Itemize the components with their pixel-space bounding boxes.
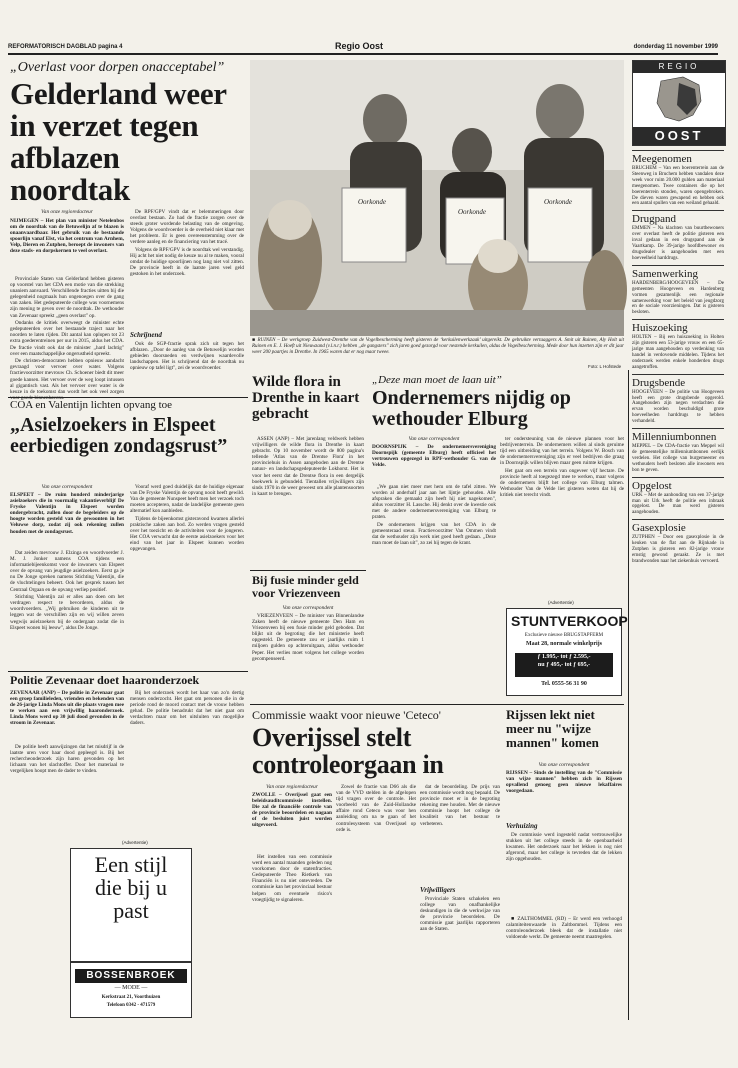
main-col2c: Ook de SGP-fractie sprak zich uit tegen het afblazen. ,,Door de aanleg van de Betuwelijn worden gebieden doorsneden en verdwijnen waardevolle landschappen. Het is schrijnend dat de noordtak nu opnieuw op tafel ligt", zei de woordvoerder. — [130, 341, 244, 372]
coa-col1-p1: Dat zeiden mevrouw J. Elzinga en woordvoerder J. M. J. Jonker namens COA tijdens een informatiebijeenkomst voor de inwoners van Elspeet over de opvang van jeugdige asielzoekers. Eerst ga je nu De Jonge spreken namens Stichting Valentijn, die de vluchtelingen beheert. Ook het gesprek tussen het Centraal Orgaan en de opvang verliep positief. — [10, 550, 124, 593]
ad-bossenbroek — [70, 848, 192, 962]
controle-col3b-p: Provinciale Staten schakelen een college van onafhankelijke deskundigen in die de werkwijze van de provincie beoordelen. De commissie gaat jaarlijks rapporteren aan de Staten. — [420, 896, 500, 933]
rijssen-headline: Rijssen lekt niet meer nu "wijze mannen" komen — [506, 707, 599, 750]
main-col2c-block — [130, 341, 244, 395]
controle-rule — [250, 704, 624, 705]
sidebar-item — [632, 265, 724, 316]
sidebar-item — [632, 374, 724, 425]
sidebar-item-text: MEPPEL – De CDA-fractie van Meppel wil de gemeentelijke millenniumbonnen eerlijk verdelen. Het college van burgemeester en wethouders heeft besloten alle inwoners een bon te geven. — [632, 444, 724, 473]
ad-address: Kerkstraat 21, Voorthuizen — [101, 995, 161, 1000]
sidebar-item-text: HOLTEN – Bij een huiszoeking in Holten zijn gisteren een 53-jarige vrouw en een 65-jarige man aangehouden op verdenking van handel in verdovende middelen. Tijdens het onderzoek werden enkele honderden drugs aangetroffen. — [632, 335, 724, 370]
header-section: Regio Oost — [335, 41, 384, 51]
zevenaar-col1-p: De politie heeft aanwijzingen dat het misdrijf in de laatste uren voor haar dood gepleegd is. Bij het rechercheonderzoek zijn haren gevonden op het lichaam van het slachtoffer. Door het materiaal te vergelijken hoopt men de dader te vinden. — [10, 744, 124, 775]
coa-headline: „Asielzoekers in Elspeet eerbiedigen zondagsrust” — [10, 414, 228, 457]
zevenaar-col2 — [130, 690, 244, 830]
header-left: REFORMATORISCH DAGBLAD pagina 4 — [8, 44, 123, 50]
controle-col1 — [252, 854, 332, 1020]
rijssen-text: De commissie werd ingesteld nadat vertrouwelijke stukken uit het college steeds in de openbaarheid kwamen. Het onderzoek naar het lekken is nog niet afgerond, maar het college is tevreden dat de lekken zijn opgehouden. — [506, 832, 622, 863]
photo-label-3: Oorkonde — [544, 198, 572, 206]
controle-col3 — [420, 784, 500, 884]
main-col1-p3: De christen-democraten hebben opnieuw aandacht gevraagd voor vervoer over water. Volgens fractievoorzitter mevrouw Ch. Schoener biedt dit meer goede kansen. Het vervoer over de weg loopt intussen al gigantisch vast. Als het vervoer over water is de keuze in de toekomst dan wordt het ook veel zorgen — [10, 358, 124, 395]
main-col1-p2: Ondanks de kritiek overweegt de minister echte gedeputeerden over het bestaande traject naar het noorden te laten rijden. Dit aantal kan oplopen tot 23 extra goederentreinen per uur in 2015, aldus het CDA. De fractie vindt ook dat de minister ,,hard lachtig" over een maatschappelijke ongerustheid spreekt. — [10, 320, 124, 357]
zevenaar-col2-p: Bij het onderzoek wordt het haar van zo'n dertig mensen onderzocht. Het gaat om personen die in de periode rond de moord contact met de vrouw hebben gehad. De politie benadrukt dat het niet gaat om verdachten maar om het uitsluiten van mogelijke daders. — [130, 690, 244, 727]
stunt-now: nu ƒ 495,- tot ƒ 695,- — [537, 662, 591, 668]
main-col1 — [10, 276, 124, 394]
sidebar-item-text: EMMEN – Na klachten van buurtbewoners over overlast heeft de politie gisteren een inval gedaan in een drugspand aan de Vaartkamp. De 39-jarige hoofdbewoner en drugsdealer is aangehouden met een hoeveelheid harddrugs. — [632, 226, 724, 261]
controle-lead: ZWOLLE – Overijssel gaat een beleidsauditcommissie instellen. Die zal de financiële controle van de provincie beoordelen en nagaan of de besluiten juist worden uitgevoerd. — [252, 792, 332, 829]
ad-bossenbroek-brand — [70, 962, 192, 1018]
regio-logo-top: REGIO — [633, 61, 725, 73]
sidebar-item-title: Gasexplosie — [632, 522, 686, 535]
flora-text: ASSEN (ANP) – Met jarenlang veldwerk hebben vrijwilligers de wilde flora in Drenthe in kaart gebracht. Op 10 november wordt de 800 pagina's tellende 'Atlas van de Drentse Flora' in het provinciehuis in Assen aangeboden aan de Drentse natuur- en landschapsgedeputeerde Lokhorst. Het is voor het eerst dat de Drentse flora in een dergelijk boekwerk is gebundeld. Tientallen vrijwilligers zijn sinds 1970 in de weer geweest om alle plantensoorten in kaart te brengen. — [252, 436, 364, 497]
map-icon — [653, 75, 705, 125]
coa-kicker: COA en Valentijn lichten opvang toe — [10, 399, 173, 411]
ad-slogan: Een stijl die bij u past — [94, 852, 168, 923]
sidebar-item-text: BRUCHEM – Van een boerenterrein aan de Steenweg in Bruchem hebben vandalen deze week voor ruim 20.000 gulden aan materiaal meegenomen. Twee containers die op het boerenterrein stonden, waren opengebroken. De dieven waren gewapend en hebben ook een aantal spullen van een weiland gehaald. — [632, 166, 724, 207]
ad-stunt — [506, 608, 628, 696]
ad-label-stunt: (Advertentie) — [548, 600, 574, 605]
coa-lead: ELSPEET – De ruim honderd minderjarige asielzoekers die in voormalig vakantieverblijf De Fryske Valentijn in Elspeet worden ondergebracht, zullen door de begeleiders op de hoogte worden gesteld van de gewoonten in het Veluwse dorp, zodat zij ook rekening zullen houden met de zondagsrust. — [10, 492, 124, 535]
controle-headline: Overijssel stelt controleorgaan in — [252, 723, 444, 779]
sidebar-item-title: Opgelost — [632, 479, 672, 492]
zevenaar-rule — [8, 671, 248, 672]
ad-brand-sub: — MODE — — [114, 985, 148, 991]
rijssen-subhead: Verhuizing — [506, 822, 538, 830]
header-date: donderdag 11 november 1999 — [633, 44, 718, 50]
ad-phone: Telefoon 0342 - 471579 — [106, 1003, 156, 1008]
rijssen-lead: RIJSSEN – Sinds de instelling van de "Commissie van wijze mannen" hebben zich in Rijssen opvallend genoeg geen nieuwe lekaffaires voorgedaan. — [506, 770, 622, 795]
coa-byline: Van onze correspondent — [41, 484, 93, 490]
sidebar-item-text: HOOGEVEEN – De politie van Hoogeveen heeft een grote drugsbende opgerold. Aangehouden zijn negen verdachten die ervan worden beschuldigd grote hoeveelheden harddrugs te hebben verhandeld. — [632, 389, 724, 425]
elburg-col1-p2: De ondernemers krijgen van het CDA in de gemeenteraad steun. Fractievoorzitter Van Ommen vindt dat de wethouder zijn werk niet goed heeft gedaan. ,,Deze man moet de laan uit", zo zei hij tegen de krant. — [372, 522, 496, 547]
photo-label-1: Oorkonde — [358, 198, 386, 206]
fusie-rule — [250, 570, 366, 571]
zevenaar-lead: ZEVENAAR (ANP) – De politie in Zevenaar gaat een groep familieleden, vrienden en bekenden van de 26-jarige Linda Mons uit die plaats vragen mee te werken aan een vrijwillig haaronderzoek. Linda Mons werd op 30 juli dood gevonden in de stroom in Zevenaar. — [10, 690, 124, 727]
sidebar-item-title: Meegenomen — [632, 153, 692, 165]
elburg-kicker: „Deze man moet de laan uit” — [372, 374, 502, 386]
main-lead: NIJMEGEN – Het plan van minister Netelenbos om de noordtak van de Betuwelijn af te blazen is onaanvaardbaar. Het gebruik van de bestaande spoorlijn vanaf Elst, via het centrum van Arnhem, Velp, Dieren en Zutphen, beroept de inwoners van deze stads- en dorpskernen te veel overlast. — [10, 218, 124, 255]
main-byline: Van onze regioredacteur — [41, 209, 93, 215]
stunt-price-box — [515, 653, 613, 677]
fusie-text: VRIEZENVEEN – De minister van Binnenlandse Zaken heeft de nieuwe gemeente Den Ham en Vriezenveen bij een fusie minder geld geboden. Dat blijkt uit de begroting die het ministerie heeft opgesteld. De gemeente zou er jaarlijks ruim 1 miljoen gulden op achteruitgaan, aldus wethouder Peper. Het verlies moet volgens het college worden gecompenseerd. — [252, 613, 364, 662]
stunt-phone: Tel. 0555-56 31 90 — [541, 681, 587, 687]
main-col2 — [130, 209, 244, 329]
zalthommel-block — [506, 916, 622, 1016]
coa-rule — [8, 397, 248, 398]
flora-text-block — [252, 436, 364, 568]
elburg-headline: Ondernemers nijdig op wethouder Elburg — [372, 387, 571, 430]
main-col1-p1: Provinciale Staten van Gelderland hebben gisteren op voorstel van het CDA een motie van die strekking unaniem aanvaard. Verschillende fracties uitten bij die gelegenheid nogmaals hun ongenoegen over de gang van zaken. Het gedeputeerde college was voornemens zijn mening te geven over de noordtak. De wethouder van Zevenaar spreekt ,,geen overlast" op. — [10, 276, 124, 319]
fusie-byline: Van onze correspondent — [282, 605, 334, 611]
controle-col3b — [420, 896, 500, 1020]
ad-label-bossenbroek: (Advertentie) — [122, 840, 148, 845]
controle-col1-p: Het instellen van een commissie werd een aantal maanden geleden nog voorkomen door de statenfracties. Gedeputeerde Theo Rietkerk van Financiën is nu niet ontevreden. De commissie kan het provinciaal bestuur helpen om eventuele risico's vroegtijdig te signaleren. — [252, 854, 332, 903]
elburg-col1 — [372, 484, 496, 700]
coa-col1-p2: Stichting Valentijn zal er alles aan doen om het verdragen respect te bevorderen, aldus de woordvoerders. ,,Wij gebruiken de kinderen uit te leggen wat de verschillen zijn en wij willen zeven wegwijs asielzoekers bij de ondergaan zodat die in Elspeet wonen bij leeuw", aldus De Jonge. — [10, 594, 124, 631]
controle-col2-p: Zowel de fractie van D66 als die van de VVD stelden in de afgelopen tijd vragen over de controle. Het voorbeeld van de Zuid-Hollandse affaire rond Ceteco was voor hen aanleiding om na te gaan of het controlesysteem van Overijssel op orde is. — [336, 784, 416, 833]
flora-headline: Wilde flora in Drenthe in kaart gebracht — [252, 374, 360, 422]
controle-col2 — [336, 784, 416, 1020]
stunt-title: STUNTVERKOOP — [511, 613, 628, 629]
main-col2-p2: Volgens de RPF/GPV is de noordtak wel verstandig. Hij acht het niet nodig de keuze nu al te maken, vooral omdat de huidige spoorlijnen nog lang niet vol zitten. De provincie heeft in de laatste jaren veel geld gestoken in het onderzoek. — [130, 247, 244, 278]
sidebar-item-title: Samenwerking — [632, 267, 698, 280]
fusie-text-block — [252, 613, 364, 701]
rijssen-byline: Van onze correspondent — [538, 762, 590, 768]
controle-subhead: Vrijwilligers — [420, 886, 456, 894]
photo-credit: Foto: L Hofstede — [588, 364, 622, 369]
sidebar-item-text: HARDENBERG/HOOGEVEEN – De gemeenten Hoogeveen en Hardenberg vormen gezamenlijk een regionale samenwerking voor het beleid van jeugdzorg en de sociale voorzieningen. Dat is gisteren besloten. — [632, 280, 724, 316]
zevenaar-headline: Politie Zevenaar doet haaronderzoek — [10, 673, 200, 687]
sidebar-item — [632, 210, 724, 261]
zevenaar-col1 — [10, 744, 124, 830]
sidebar-item-text: ZUTPHEN – Door een gasexplosie in de keuken van de flat aan de Rijnkade in Zutphen is gisteren een 82-jarige vrouw ernstig gewond geraakt. Ze is met brandwonden naar het ziekenhuis vervoerd. — [632, 535, 724, 564]
elburg-lead: DOORNSPIJK – De ondernemersvereniging Doornspijk (gemeente Elburg) heeft officieel het vertrouwen opgezegd in RPF-wethouder G. van de Velde. — [372, 444, 496, 469]
coa-col2 — [130, 484, 244, 668]
sidebar-item-title: Drugsbende — [632, 376, 686, 389]
sidebar-item — [632, 519, 724, 565]
owls-photo — [250, 60, 624, 336]
main-subhead: Schrijnend — [130, 331, 162, 339]
coa-col2-p2: Tijdens de bijeenkomst gisteravond kwamen allerlei praktische zaken aan bod. Zo werden vragen gesteld over het toezicht en de activiteiten voor de jongeren. Het COA verwacht dat de eerste asielzoekers voor het eind van het jaar in Elspeet kunnen worden opgevangen. — [130, 515, 244, 553]
sidebar-item-title: Millenniumbonnen — [632, 431, 717, 444]
sidebar-item-title: Huiszoeking — [632, 322, 688, 335]
column-rule-right — [628, 370, 629, 1020]
elburg-col2-p2: Het gaat om een terrein van ongeveer vijf hectare. De provincie heeft al toegezegd mee te werken, maar volgens de ondernemers blijft het college van Elburg talmen. Wethouder Van de Velde liet gisteren weten dat hij de kritiek niet terecht vindt. — [500, 467, 624, 499]
elburg-col1-p1: „We gaan niet meer met hem om de tafel zitten. We worden al anderhalf jaar aan het lijntje gehouden. Alle afspraken die gemaakt zijn heeft hij niet nagekomen", aldus voorzitter H. Lassche. Hij denkt over de kwestie ook met de andere ondernemersvereniging van Elburg te praten. — [372, 484, 496, 521]
controle-col3-p: dat de beoordeling. De prijs van een commissie wordt nog bepaald. De provincie moet er in de begroting rekening mee houden. Met de nieuwe commissie hoopt het college de kwaliteit van het bestuur te verbeteren. — [420, 784, 500, 827]
ad-brand: BOSSENBROEK — [75, 969, 187, 983]
sidebar-item-text: URK – Met de aanhouding van een 37-jarige man uit Urk heeft de politie een inbraak opgelost. De man werd gisteren aangehouden. — [632, 492, 724, 516]
main-col2-p1: De RPF/GPV vindt dat er belemmeringen door overlast bestaan. Zo had de fractie zorgen over de steeds groter wordende belasting van de omgeving. Volgens de woordvoerder is de overheid niet klaar met het probleem. Er is geen overeenstemming over de verdere aanleg en de financiering van het tracé. — [130, 209, 244, 246]
stunt-line1: Exclusieve nieuwe BRUGSTAPFERM — [524, 633, 604, 638]
elburg-col2 — [500, 436, 624, 596]
sidebar-item — [632, 477, 724, 517]
coa-col2-p1: Vooraf werd goed duidelijk dat de huidige eigenaar van De Fryske Valentijn de opvang nooit heeft gewild. Van de gemeente Nunspeet heeft men het verzoek toch moeten accepteren, nadat de landelijke gemeente geen alternatief kon aanbieden. — [130, 484, 244, 515]
sidebar-item-title: Drugpand — [632, 213, 676, 226]
sidebar-item — [632, 150, 724, 207]
zalthommel-text: ■ ZALTHOMMEL (RD) – Er werd een verhoogd calamiteitenwaarde in Zaltbommel. Tijdens een controleonderzoek bleek dat de installatie niet voldoende werkt. De gemeente neemt maatregelen. — [506, 916, 622, 941]
rijssen-text-block — [506, 832, 622, 912]
main-kicker: „Overlast voor dorpen onacceptabel” — [10, 60, 225, 75]
stunt-price: ƒ 1.995,- tot ƒ 2.595,- — [537, 654, 591, 660]
photo-label-2: Oorkonde — [458, 208, 486, 216]
elburg-byline: Van onze correspondent — [408, 436, 460, 442]
stunt-line2: Maat 28, normale winkelprijs — [526, 641, 602, 647]
sidebar-news — [632, 150, 724, 1050]
main-headline: Gelderland weer in verzet tegen afblazen noordtak — [10, 76, 227, 207]
elburg-col2-p1: ter ondersteuning van de nieuwe plannen voor het bedrijventerrein. De ondernemers willen al sinds geruime tijd een uitbreiding van het terrein. Volgens W. Bosch van de ondernemersvereniging zijn er veel bedrijven die graag in Doornspijk willen blijven maar geen ruimte krijgen. — [500, 436, 624, 467]
coa-col1 — [10, 550, 124, 668]
sidebar-item — [632, 319, 724, 370]
fusie-headline: Bij fusie minder geld voor Vriezenveen — [252, 573, 359, 600]
sidebar-item — [632, 428, 724, 474]
header-rule — [8, 53, 718, 55]
regio-logo — [632, 60, 726, 146]
photo-caption: ■ RUINEN – De werkgroep Zuidwest-Drenthe van de Vogelbescherming heeft gisteren de ‘kerkuilenwerkzaak’ uitgereikt. De gebruikte vertaaggers A. Smit uit Ruinen, Aly Holt uit Ruinen en E. J. Hoeft uit Nieuwzand (v.l.n.r.) hebben ,,de gangsters" zich jaren goed gezorgd voor nestende kerkuilen, aldus de Vogelbescherming. Mede door hun inzetten zijn er dit jaar weer 200 paartjes in Drenthe. In 1965 waren dat er nog maar tweee. — [252, 338, 624, 355]
controle-byline: Van onze regioredacteur — [266, 784, 318, 790]
controle-kicker: Commissie waakt voor nieuwe 'Ceteco' — [252, 708, 441, 722]
regio-logo-bottom: OOST — [633, 127, 725, 145]
